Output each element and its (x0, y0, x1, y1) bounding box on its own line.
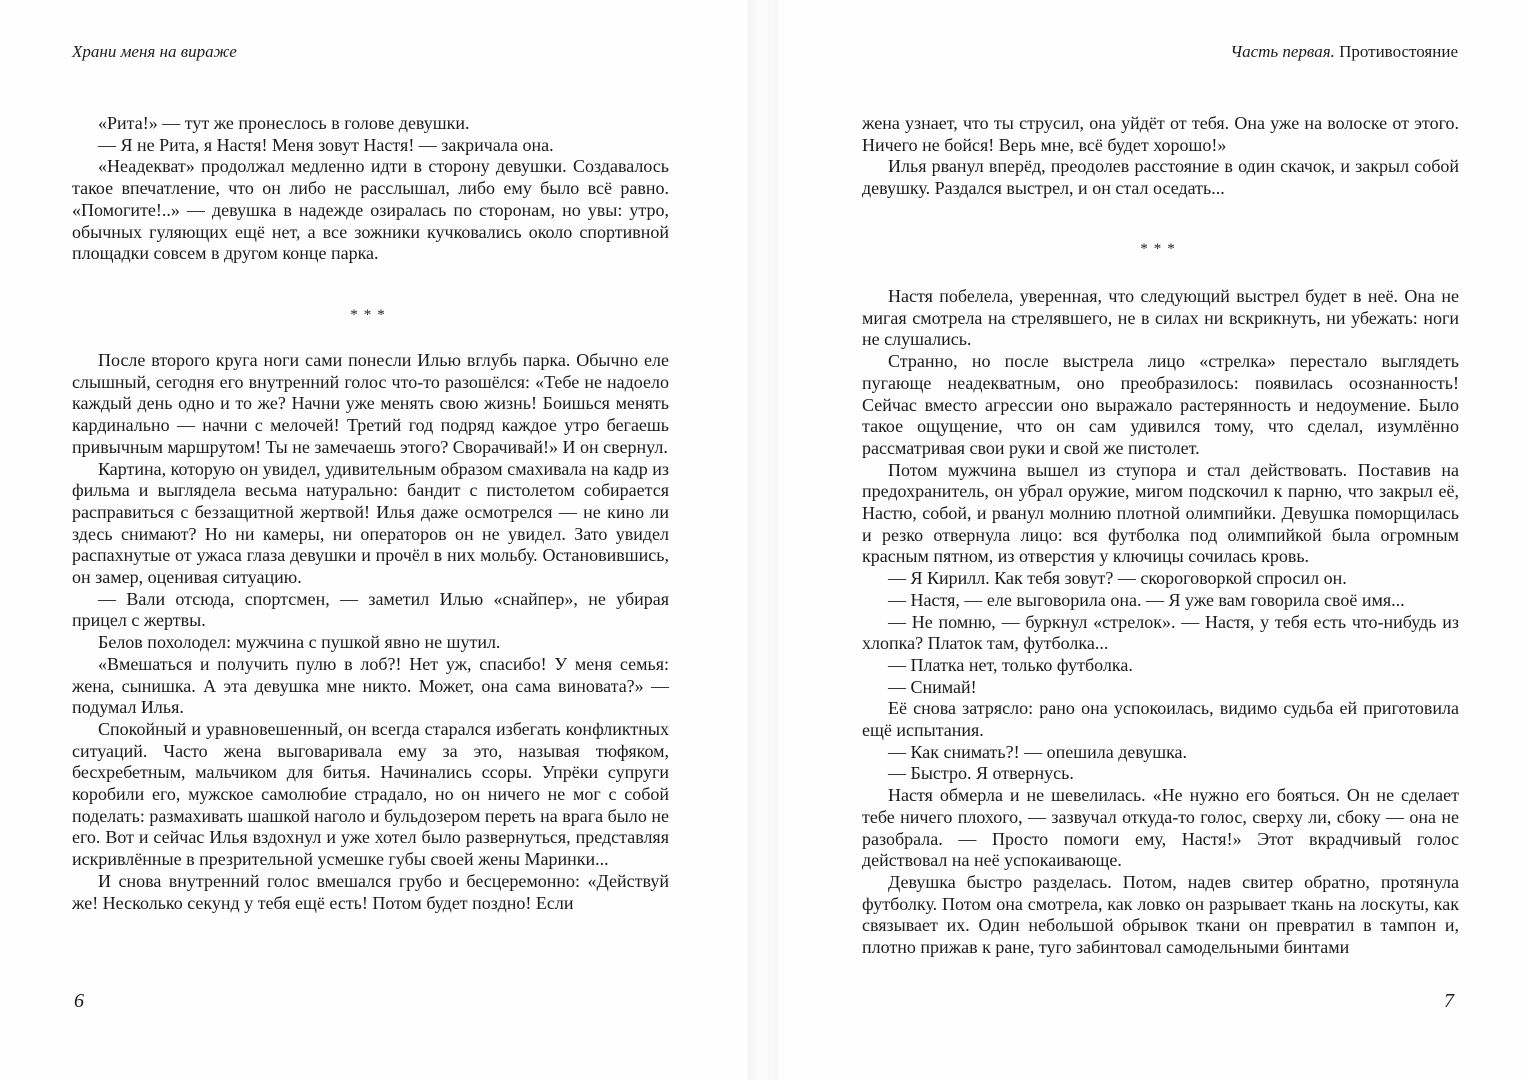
section-separator: *** (350, 307, 391, 323)
right-text-block-1 (862, 113, 1459, 200)
paragraph: «Неадекват» продолжал медленно идти в сторону девушки. Создавалось такое впечатление, что он либо не расслышал, либо ему было всё равно. «Помогите!..» — девушка в надежде озиралась по сторонам, но увы: утро, обычных гуляющих ещё нет, а все зожники кучковались около спортивной площадки совсем в другом конце парка. (72, 156, 669, 264)
right-text-block-2 (862, 286, 1459, 959)
left-text-block-1 (72, 113, 669, 265)
paragraph: — Настя, — еле выговорила она. — Я уже вам говорила своё имя... (888, 589, 1405, 610)
page-number-left: 6 (74, 990, 84, 1012)
paragraph: И снова внутренний голос вмешался грубо и бесцеремонно: «Действуй же! Несколько секунд у тебя ещё есть! Потом будет поздно! Если (72, 870, 669, 913)
left-page (0, 0, 748, 1080)
paragraph: «Вмешаться и получить пулю в лоб?! Нет уж, спасибо! У меня семья: жена, сынишка. А эта девушка мне никто. Может, она сама виновата?» — подумал Илья. (72, 653, 669, 718)
book-gutter (748, 0, 778, 1080)
section-separator: *** (1140, 241, 1181, 257)
paragraph: Девушка быстро разделась. Потом, надев свитер обратно, протянула футболку. Потом она смотрела, как ловко он разрывает ткань на лоскуты, как связывает их. Один небольшой обрывок ткани он превратил в тампон и, плотно прижав к ране, туго забинтовал самодельными бинтами (862, 871, 1459, 958)
paragraph: — Платка нет, только футболка. (888, 654, 1133, 675)
paragraph: Её снова затрясло: рано она успокоилась, видимо судьба ей приготовила ещё испытания. (862, 698, 1459, 741)
paragraph: Белов похолодел: мужчина с пушкой явно не шутил. (98, 632, 501, 653)
paragraph: Странно, но после выстрела лицо «стрелка» перестало выглядеть пугающе неадекватным, оно преобразилось: появилась осознанность! Сейчас вместо агрессии оно выражало растерянность и недоумение. Было такое ощущение, что он сам удивился тому, что сделал, изумлённо рассматривая свои руки и свой же пистолет. (862, 351, 1459, 458)
paragraph: — Как снимать?! — опешила девушка. (888, 741, 1188, 762)
paragraph: Илья рванул вперёд, преодолев расстояние в один скачок, и закрыл собой девушку. Раздался выстрел, и он стал оседать... (862, 156, 1459, 199)
paragraph: — Не помню, — буркнул «стрелок». — Настя, у тебя есть что-нибудь из хлопка? Платок там, футболка... (862, 611, 1459, 654)
paragraph-continuation: жена узнает, что ты струсил, она уйдёт от тебя. Она уже на волоске от этого. Ничего не бойся! Верь мне, всё будет хорошо!» (862, 113, 1459, 155)
running-head-title: Противостояние (1334, 42, 1458, 61)
paragraph: «Рита!» — тут же пронеслось в голове девушки. (98, 113, 470, 133)
left-text-block-2 (72, 350, 669, 914)
paragraph: Картина, которую он увидел, удивительным образом смахивала на кадр из фильма и выглядела весьма натурально: бандит с пистолетом собирается расправиться с беззащитной жертвой! Илья даже осмотрелся — не кино ли здесь снимают? Но ни камеры, ни операторов он не увидел. Зато увидел распахнутые от ужаса глаза девушки и прочёл в них мольбу. Остановившись, он замер, оценивая ситуацию. (72, 458, 669, 588)
paragraph: — Я не Рита, я Настя! Меня зовут Настя! — закричала она. (98, 134, 554, 155)
right-page (778, 0, 1526, 1080)
paragraph: Настя обмерла и не шевелилась. «Не нужно его бояться. Он не сделает тебе ничего плохого, — зазвучал откуда-то голос, сверху ли, сбоку — она не разобрала. — Просто помоги ему, Настя!» Этот вкрадчивый голос действовал на неё успокаивающе. (862, 785, 1459, 871)
running-head-part: Часть первая. (1230, 42, 1335, 61)
page-number-right: 7 (1444, 990, 1454, 1012)
paragraph: После второго круга ноги сами понесли Илью вглубь парка. Обычно еле слышный, сегодня его внутренний голос что-то разошёлся: «Тебе не надоело каждый день одно и то же? Начни уже менять свою жизнь! Боишься менять кардинально — начни с мелочей! Третий год подряд каждое утро бегаешь привычным маршрутом! Ты не замечаешь этого? Сворачивай!» И он свернул. (72, 350, 669, 457)
paragraph: — Снимай! (888, 676, 977, 697)
paragraph: Спокойный и уравновешенный, он всегда старался избегать конфликтных ситуаций. Часто жена выговаривала ему за это, называя тюфяком, бесхребетным, мальчиком для битья. Начинались ссоры. Упрёки супруги коробили его, мужское самолюбие страдало, но он ничего не мог с собой поделать: размахивать шашкой наголо и бульдозером переть на врага было не его. Вот и сейчас Илья вздохнул и уже хотел было развернуться, представляя искривлённые в презрительной усмешке губы своей жены Маринки... (72, 718, 669, 870)
paragraph: Потом мужчина вышел из ступора и стал действовать. Поставив на предохранитель, он убрал оружие, мигом подскочил к парню, что закрыл её, Настю, собой, и рванул молнию плотной олимпийки. Девушка поморщилась и резко отвернула лицо: вся футболка под олимпийкой была огромным красным пятном, из отверстия у ключицы сочилась кровь. (862, 459, 1459, 567)
paragraph: — Быстро. Я отвернусь. (888, 763, 1074, 784)
paragraph: — Я Кирилл. Как тебя зовут? — скороговоркой спросил он. (888, 568, 1347, 589)
left-running-head: Храни меня на вираже (72, 42, 237, 61)
paragraph: — Вали отсюда, спортсмен, — заметил Илью «снайпер», не убирая прицел с жертвы. (72, 588, 669, 631)
right-running-head (1230, 42, 1458, 62)
paragraph: Настя побелела, уверенная, что следующий выстрел будет в неё. Она не мигая смотрела на стрелявшего, не в силах ни вскрикнуть, ни убежать: ноги не слушались. (862, 286, 1459, 350)
